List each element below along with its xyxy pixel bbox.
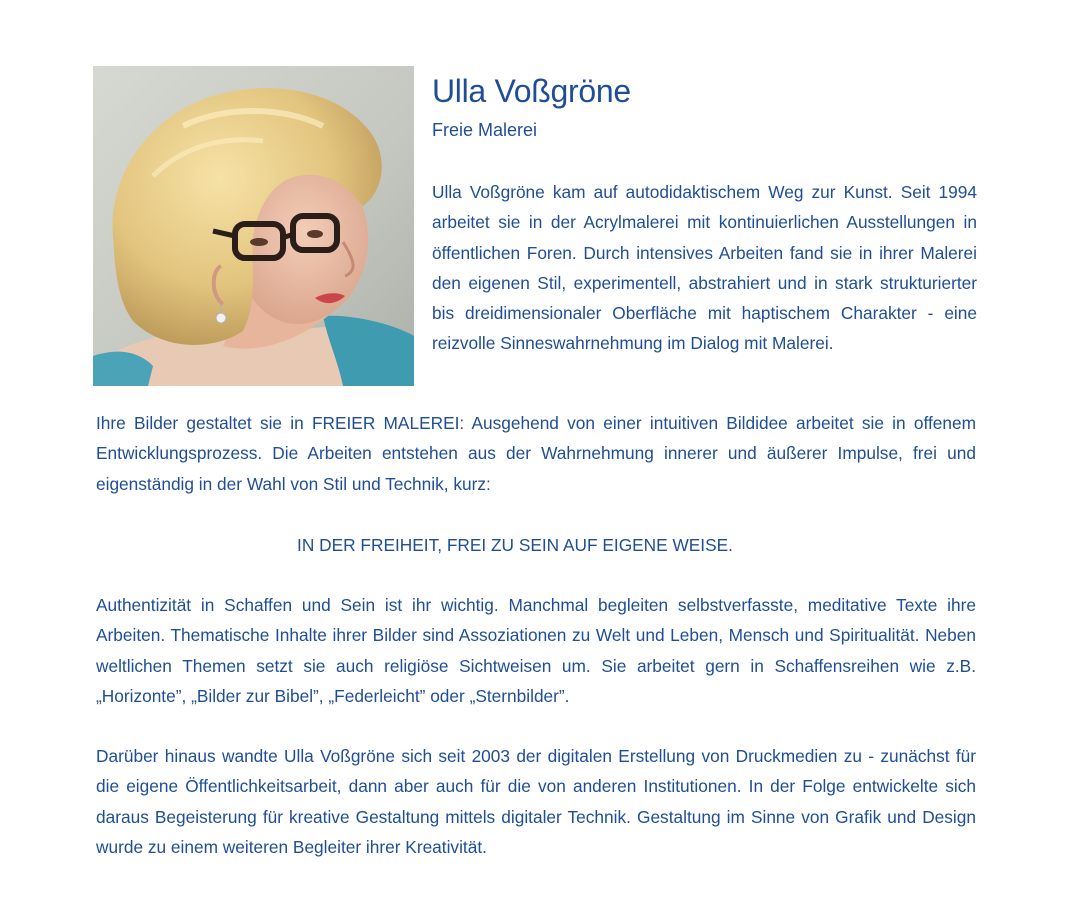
motto-line: IN DER FREIHEIT, FREI ZU SEIN AUF EIGENE WEISE. — [297, 535, 733, 555]
paragraph-digitale-gestaltung: Darüber hinaus wandte Ulla Voßgröne sich seit 2003 der digitalen Erstellung von Druckmedien zu - zunächst für die eigene Öffentlichkeitsarbeit, dann aber auch für die von anderen Institutionen. In der Folge entwickelte sich daraus Begeisterung für kreative Gestaltung mittels digitaler Technik. Gestaltung im Sinne von Grafik und Design wurde zu einem weiteren Begleiter ihrer Kreativität. — [96, 746, 976, 857]
artist-name: Ulla Voßgröne — [432, 73, 631, 109]
artist-discipline: Freie Malerei — [432, 120, 538, 140]
portrait-illustration — [93, 66, 414, 386]
paragraph-freie-malerei: Ihre Bilder gestaltet sie in FREIER MALEREI: Ausgehend von einer intuitiven Bildidee arbeitet sie in offenem Entwicklungsprozess. Die Arbeiten entstehen aus der Wahrnehmung innerer und äußerer Impulse, frei und eigenständig in der Wahl von Stil und Technik, kurz: — [96, 413, 976, 494]
intro-paragraph: Ulla Voßgröne kam auf autodidaktischem Weg zur Kunst. Seit 1994 arbeitet sie in der Acrylmalerei mit kontinuierlichen Ausstellungen in öffentlichen Foren. Durch intensives Arbeiten fand sie in ihrer Malerei den eigenen Stil, experimentell, abstrahiert und in stark strukturierter bis dreidimensionaler Oberfläche mit haptischem Charakter - eine reizvolle Sinneswahrnehmung im Dialog mit Malerei. — [432, 182, 977, 354]
paragraph-authentizitaet: Authentizität in Schaffen und Sein ist ihr wichtig. Manchmal begleiten selbstverfasste, meditative Texte ihre Arbeiten. Thematische Inhalte ihrer Bilder sind Assoziationen zu Welt und Leben, Mensch und Spiritualität. Neben weltlichen Themen setzt sie auch religiöse Sichtweisen um. Sie arbeitet gern in Schaffensreihen wie z.B. „Horizonte”, „Bilder zur Bibel”, „Federleicht” oder „Sternbilder”. — [96, 595, 976, 706]
portrait-photo — [93, 66, 414, 386]
